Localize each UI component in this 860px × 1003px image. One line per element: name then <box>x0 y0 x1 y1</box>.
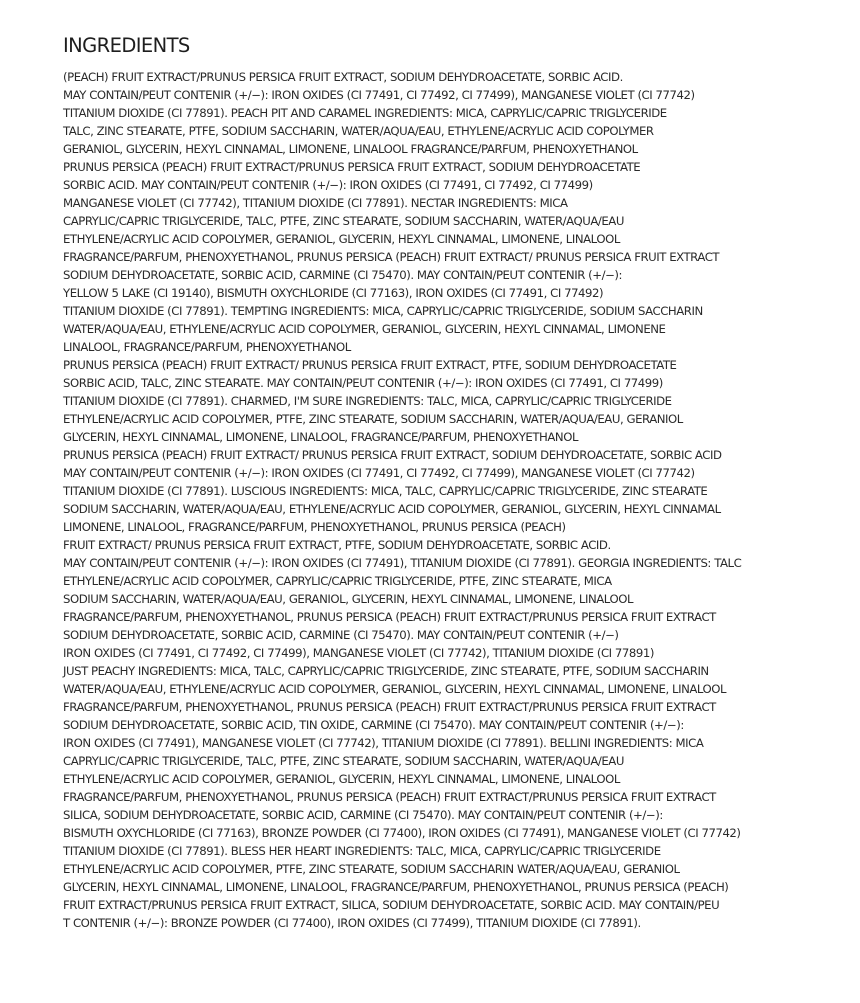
ingredients-line: ETHYLENE/ACRYLIC ACID COPOLYMER, GERANIOL, GLYCERIN, HEXYL CINNAMAL, LIMONENE, LINALOOL <box>63 772 620 786</box>
ingredients-line: PRUNUS PERSICA (PEACH) FRUIT EXTRACT/PRUNUS PERSICA FRUIT EXTRACT, SODIUM DEHYDROACETATE <box>63 160 641 174</box>
ingredients-line: LIMONENE, LINALOOL, FRAGRANCE/PARFUM, PHENOXYETHANOL, PRUNUS PERSICA (PEACH) <box>63 520 566 534</box>
ingredients-line: FRAGRANCE/PARFUM, PHENOXYETHANOL, PRUNUS PERSICA (PEACH) FRUIT EXTRACT/ PRUNUS PERSICA FRUIT EXTRACT <box>63 250 720 264</box>
ingredients-line: FRUIT EXTRACT/PRUNUS PERSICA FRUIT EXTRACT, SILICA, SODIUM DEHYDROACETATE, SORBIC ACID. MAY CONTAIN/PEU <box>63 898 720 912</box>
ingredients-line: BISMUTH OXYCHLORIDE (CI 77163), BRONZE POWDER (CI 77400), IRON OXIDES (CI 77491), MANGANESE VIOLET (CI 77742) <box>63 826 741 840</box>
ingredients-line: TITANIUM DIOXIDE (CI 77891). PEACH PIT AND CARAMEL INGREDIENTS: MICA, CAPRYLIC/CAPRIC TRIGLYCERIDE <box>63 106 667 120</box>
ingredients-line: GLYCERIN, HEXYL CINNAMAL, LIMONENE, LINALOOL, FRAGRANCE/PARFUM, PHENOXYETHANOL <box>63 430 579 444</box>
ingredients-line: FRAGRANCE/PARFUM, PHENOXYETHANOL, PRUNUS PERSICA (PEACH) FRUIT EXTRACT/PRUNUS PERSICA FRUIT EXTRACT <box>63 790 716 804</box>
page-title: INGREDIENTS <box>63 34 190 57</box>
ingredients-line: WATER/AQUA/EAU, ETHYLENE/ACRYLIC ACID COPOLYMER, GERANIOL, GLYCERIN, HEXYL CINNAMAL, LIMONENE, LINALOOL <box>63 682 727 696</box>
ingredients-line: FRAGRANCE/PARFUM, PHENOXYETHANOL, PRUNUS PERSICA (PEACH) FRUIT EXTRACT/PRUNUS PERSICA FRUIT EXTRACT <box>63 610 716 624</box>
ingredients-line: IRON OXIDES (CI 77491), MANGANESE VIOLET (CI 77742), TITANIUM DIOXIDE (CI 77891). BELLINI INGREDIENTS: MICA <box>63 736 704 750</box>
ingredients-line: GERANIOL, GLYCERIN, HEXYL CINNAMAL, LIMONENE, LINALOOL FRAGRANCE/PARFUM, PHENOXYETHANOL <box>63 142 638 156</box>
ingredients-line: ETHYLENE/ACRYLIC ACID COPOLYMER, CAPRYLIC/CAPRIC TRIGLYCERIDE, PTFE, ZINC STEARATE, MICA <box>63 574 612 588</box>
ingredients-line: SORBIC ACID. MAY CONTAIN/PEUT CONTENIR (+/−): IRON OXIDES (CI 77491, CI 77492, CI 77499) <box>63 178 593 192</box>
ingredients-line: TITANIUM DIOXIDE (CI 77891). LUSCIOUS INGREDIENTS: MICA, TALC, CAPRYLIC/CAPRIC TRIGLYCERIDE, ZINC STEARATE <box>63 484 708 498</box>
ingredients-line: GLYCERIN, HEXYL CINNAMAL, LIMONENE, LINALOOL, FRAGRANCE/PARFUM, PHENOXYETHANOL, PRUNUS PERSICA (PEACH) <box>63 880 729 894</box>
ingredients-line: SORBIC ACID, TALC, ZINC STEARATE. MAY CONTAIN/PEUT CONTENIR (+/−): IRON OXIDES (CI 77491, CI 77499) <box>63 376 663 390</box>
ingredients-line: MAY CONTAIN/PEUT CONTENIR (+/−): IRON OXIDES (CI 77491, CI 77492, CI 77499), MANGANESE VIOLET (CI 77742) <box>63 466 695 480</box>
ingredients-line: (PEACH) FRUIT EXTRACT/PRUNUS PERSICA FRUIT EXTRACT, SODIUM DEHYDROACETATE, SORBIC ACID. <box>63 70 623 84</box>
ingredients-line: WATER/AQUA/EAU, ETHYLENE/ACRYLIC ACID COPOLYMER, GERANIOL, GLYCERIN, HEXYL CINNAMAL, LIMONENE <box>63 322 666 336</box>
ingredients-line: TITANIUM DIOXIDE (CI 77891). CHARMED, I'M SURE INGREDIENTS: TALC, MICA, CAPRYLIC/CAPRIC TRIGLYCERIDE <box>63 394 672 408</box>
ingredients-line: LINALOOL, FRAGRANCE/PARFUM, PHENOXYETHANOL <box>63 340 351 354</box>
ingredients-line: ETHYLENE/ACRYLIC ACID COPOLYMER, PTFE, ZINC STEARATE, SODIUM SACCHARIN WATER/AQUA/EAU, GERANIOL <box>63 862 680 876</box>
ingredients-line: PRUNUS PERSICA (PEACH) FRUIT EXTRACT/ PRUNUS PERSICA FRUIT EXTRACT, SODIUM DEHYDROACETATE, SORBIC ACID <box>63 448 722 462</box>
ingredients-text <box>63 68 853 932</box>
ingredients-line: CAPRYLIC/CAPRIC TRIGLYCERIDE, TALC, PTFE, ZINC STEARATE, SODIUM SACCHARIN, WATER/AQUA/EAU <box>63 754 624 768</box>
ingredients-line: SODIUM SACCHARIN, WATER/AQUA/EAU, ETHYLENE/ACRYLIC ACID COPOLYMER, GERANIOL, GLYCERIN, HEXYL CINNAMAL <box>63 502 721 516</box>
ingredients-line: TITANIUM DIOXIDE (CI 77891). BLESS HER HEART INGREDIENTS: TALC, MICA, CAPRYLIC/CAPRIC TRIGLYCERIDE <box>63 844 661 858</box>
ingredients-line: ETHYLENE/ACRYLIC ACID COPOLYMER, PTFE, ZINC STEARATE, SODIUM SACCHARIN, WATER/AQUA/EAU, GERANIOL <box>63 412 683 426</box>
ingredients-line: IRON OXIDES (CI 77491, CI 77492, CI 77499), MANGANESE VIOLET (CI 77742), TITANIUM DIOXIDE (CI 77891) <box>63 646 654 660</box>
ingredients-line: MAY CONTAIN/PEUT CONTENIR (+/−): IRON OXIDES (CI 77491), TITANIUM DIOXIDE (CI 77891). GEORGIA INGREDIENTS: TALC <box>63 556 742 570</box>
ingredients-line: JUST PEACHY INGREDIENTS: MICA, TALC, CAPRYLIC/CAPRIC TRIGLYCERIDE, ZINC STEARATE, PTFE, SODIUM SACCHARIN <box>63 664 709 678</box>
ingredients-line: SODIUM SACCHARIN, WATER/AQUA/EAU, GERANIOL, GLYCERIN, HEXYL CINNAMAL, LIMONENE, LINALOOL <box>63 592 634 606</box>
ingredients-line: PRUNUS PERSICA (PEACH) FRUIT EXTRACT/ PRUNUS PERSICA FRUIT EXTRACT, PTFE, SODIUM DEHYDROACETATE <box>63 358 677 372</box>
ingredients-line: SODIUM DEHYDROACETATE, SORBIC ACID, TIN OXIDE, CARMINE (CI 75470). MAY CONTAIN/PEUT CONTENIR (+/−): <box>63 718 684 732</box>
ingredients-line: TALC, ZINC STEARATE, PTFE, SODIUM SACCHARIN, WATER/AQUA/EAU, ETHYLENE/ACRYLIC ACID COPOLYMER <box>63 124 654 138</box>
ingredients-line: MANGANESE VIOLET (CI 77742), TITANIUM DIOXIDE (CI 77891). NECTAR INGREDIENTS: MICA <box>63 196 568 210</box>
ingredients-line: FRAGRANCE/PARFUM, PHENOXYETHANOL, PRUNUS PERSICA (PEACH) FRUIT EXTRACT/PRUNUS PERSICA FRUIT EXTRACT <box>63 700 716 714</box>
ingredients-line: ETHYLENE/ACRYLIC ACID COPOLYMER, GERANIOL, GLYCERIN, HEXYL CINNAMAL, LIMONENE, LINALOOL <box>63 232 620 246</box>
ingredients-line: YELLOW 5 LAKE (CI 19140), BISMUTH OXYCHLORIDE (CI 77163), IRON OXIDES (CI 77491, CI 77492) <box>63 286 604 300</box>
ingredients-line: CAPRYLIC/CAPRIC TRIGLYCERIDE, TALC, PTFE, ZINC STEARATE, SODIUM SACCHARIN, WATER/AQUA/EAU <box>63 214 624 228</box>
ingredients-line: SILICA, SODIUM DEHYDROACETATE, SORBIC ACID, CARMINE (CI 75470). MAY CONTAIN/PEUT CONTENIR (+/−): <box>63 808 663 822</box>
ingredients-line: TITANIUM DIOXIDE (CI 77891). TEMPTING INGREDIENTS: MICA, CAPRYLIC/CAPRIC TRIGLYCERIDE, SODIUM SACCHARIN <box>63 304 703 318</box>
ingredients-panel <box>63 34 853 932</box>
ingredients-line: FRUIT EXTRACT/ PRUNUS PERSICA FRUIT EXTRACT, PTFE, SODIUM DEHYDROACETATE, SORBIC ACID. <box>63 538 611 552</box>
ingredients-line: MAY CONTAIN/PEUT CONTENIR (+/−): IRON OXIDES (CI 77491, CI 77492, CI 77499), MANGANESE VIOLET (CI 77742) <box>63 88 695 102</box>
ingredients-line: T CONTENIR (+/−): BRONZE POWDER (CI 77400), IRON OXIDES (CI 77499), TITANIUM DIOXIDE (CI 77891). <box>63 916 641 930</box>
ingredients-line: SODIUM DEHYDROACETATE, SORBIC ACID, CARMINE (CI 75470). MAY CONTAIN/PEUT CONTENIR (+/−): <box>63 268 623 282</box>
ingredients-line: SODIUM DEHYDROACETATE, SORBIC ACID, CARMINE (CI 75470). MAY CONTAIN/PEUT CONTENIR (+/−) <box>63 628 619 642</box>
